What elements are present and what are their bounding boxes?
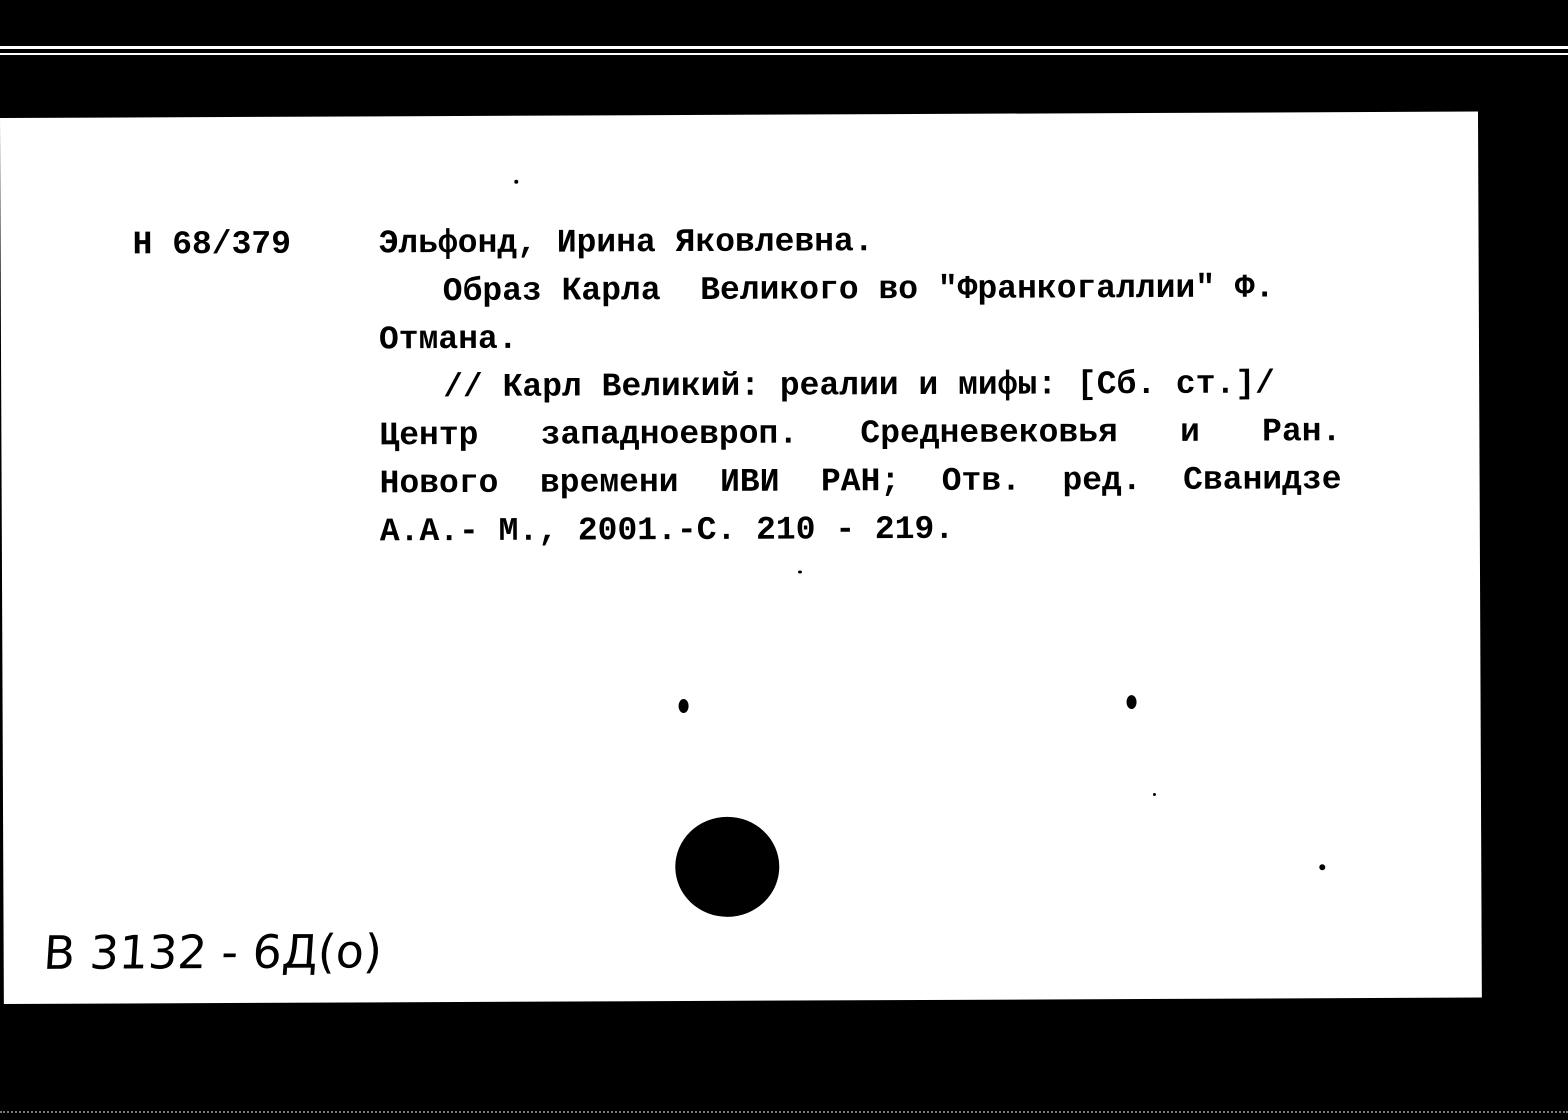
source-word: Средневековья (860, 414, 1118, 453)
ink-speck (1153, 793, 1156, 796)
source-word: Сванидзе (1183, 461, 1342, 499)
source-word: Центр (379, 416, 479, 455)
source-word: времени (539, 464, 679, 502)
ink-speck (514, 180, 518, 184)
ink-speck (798, 571, 802, 574)
source-word: Отв. (941, 462, 1021, 500)
ink-speck (1127, 695, 1137, 709)
title-line-2: Отмана. (378, 320, 518, 359)
source-line-4: А.А.- М., 2001.-С. 210 - 219. (379, 510, 955, 551)
source-word: РАН; (820, 463, 901, 501)
title-line-1: Образ Карла Великого во "Франкогаллии" Ф. (442, 269, 1275, 311)
source-line-2 (379, 408, 1341, 460)
punch-hole (675, 817, 779, 917)
call-number: Н 68/379 (132, 225, 292, 264)
author-heading: Эльфонд, Ирина Яковлевна. (378, 223, 874, 263)
source-line-1: // Карл Великий: реалии и мифы: [Сб. ст.]/ (443, 365, 1276, 407)
source-word: Нового (379, 464, 499, 503)
source-word: Ран. (1262, 413, 1342, 451)
catalog-card (0, 112, 1482, 1004)
source-word: и (1179, 413, 1200, 451)
scan-border-line (0, 46, 1568, 49)
source-word: западноевроп. (540, 415, 799, 454)
source-line-3 (379, 456, 1341, 508)
ink-speck (1319, 864, 1325, 870)
source-word: ред. (1062, 462, 1142, 500)
scan-border-line (0, 53, 1568, 55)
ink-speck (679, 699, 689, 713)
handwritten-shelfmark: В 3132 - 6Д(о) (41, 924, 384, 980)
scan-border-line (0, 1111, 1568, 1113)
source-word: ИВИ (719, 463, 780, 501)
